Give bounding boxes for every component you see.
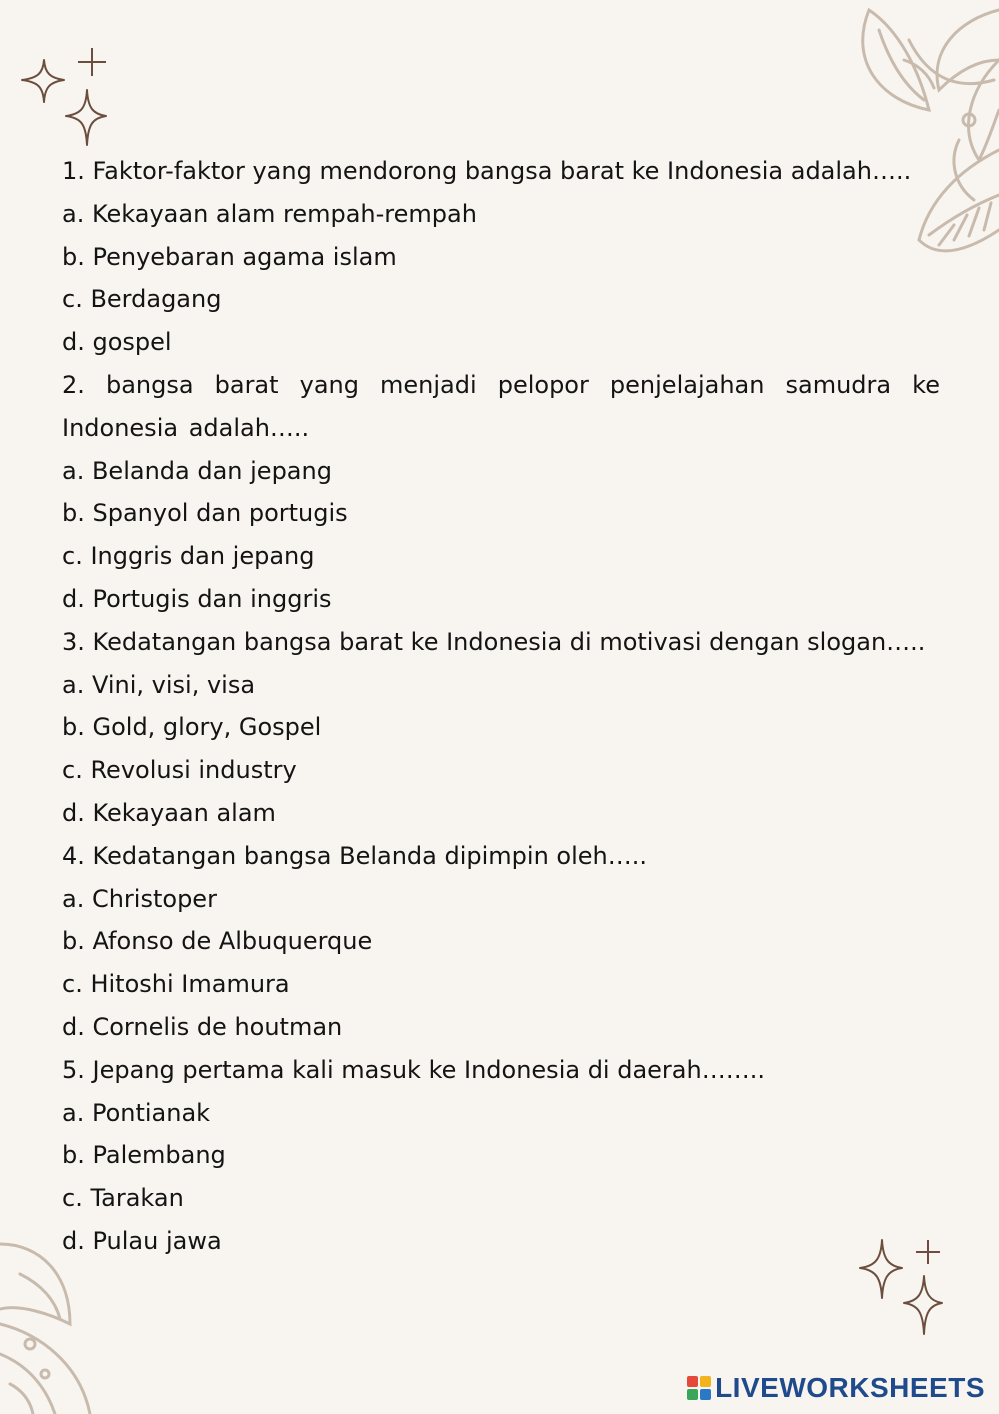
answer-option-a[interactable]: a. Christoper [62, 884, 217, 913]
answer-option-a[interactable]: a. Kekayaan alam rempah-rempah [62, 199, 477, 228]
answer-option-c[interactable]: c. Inggris dan jepang [62, 542, 315, 571]
answer-option-b[interactable]: b. Afonso de Albuquerque [62, 927, 373, 956]
answer-option-d[interactable]: d. Cornelis de houtman [62, 1012, 343, 1041]
liveworksheets-brand[interactable] [687, 1372, 985, 1404]
question-3 [62, 621, 940, 835]
answer-option-c[interactable]: c. Berdagang [62, 285, 222, 314]
question-text: 2. bangsa barat yang menjadi pelopor penjelajahan samudra ke Indonesia adalah….. [62, 370, 940, 442]
answer-option-d[interactable]: d. Portugis dan inggris [62, 584, 332, 613]
answer-option-b[interactable]: b. Spanyol dan portugis [62, 499, 348, 528]
liveworksheets-logo-icon [687, 1376, 711, 1400]
answer-option-c[interactable]: c. Hitoshi Imamura [62, 970, 290, 999]
answer-option-b[interactable]: b. Gold, glory, Gospel [62, 713, 322, 742]
answer-option-a[interactable]: a. Belanda dan jepang [62, 456, 332, 485]
answer-option-d[interactable]: d. gospel [62, 328, 172, 357]
question-1 [62, 150, 940, 364]
question-4 [62, 835, 940, 1049]
answer-option-a[interactable]: a. Vini, visi, visa [62, 670, 256, 699]
answer-option-a[interactable]: a. Pontianak [62, 1098, 211, 1127]
question-text: 4. Kedatangan bangsa Belanda dipimpin oleh….. [62, 841, 648, 870]
answer-option-c[interactable]: c. Tarakan [62, 1184, 184, 1213]
question-text: 5. Jepang pertama kali masuk ke Indonesia di daerah…….. [62, 1055, 765, 1084]
sparkle-icon [14, 40, 114, 155]
answer-option-c[interactable]: c. Revolusi industry [62, 756, 297, 785]
worksheet-body [62, 150, 940, 1263]
question-text: 1. Faktor-faktor yang mendorong bangsa barat ke Indonesia adalah….. [62, 157, 912, 185]
brand-name: LIVEWORKSHEETS [715, 1372, 985, 1403]
answer-option-b[interactable]: b. Palembang [62, 1141, 226, 1170]
answer-option-d[interactable]: d. Kekayaan alam [62, 798, 276, 827]
question-text: 3. Kedatangan bangsa barat ke Indonesia di motivasi dengan slogan….. [62, 627, 926, 656]
question-5 [62, 1049, 940, 1263]
question-2 [62, 364, 940, 621]
answer-option-d[interactable]: d. Pulau jawa [62, 1226, 222, 1255]
answer-option-b[interactable]: b. Penyebaran agama islam [62, 242, 397, 271]
